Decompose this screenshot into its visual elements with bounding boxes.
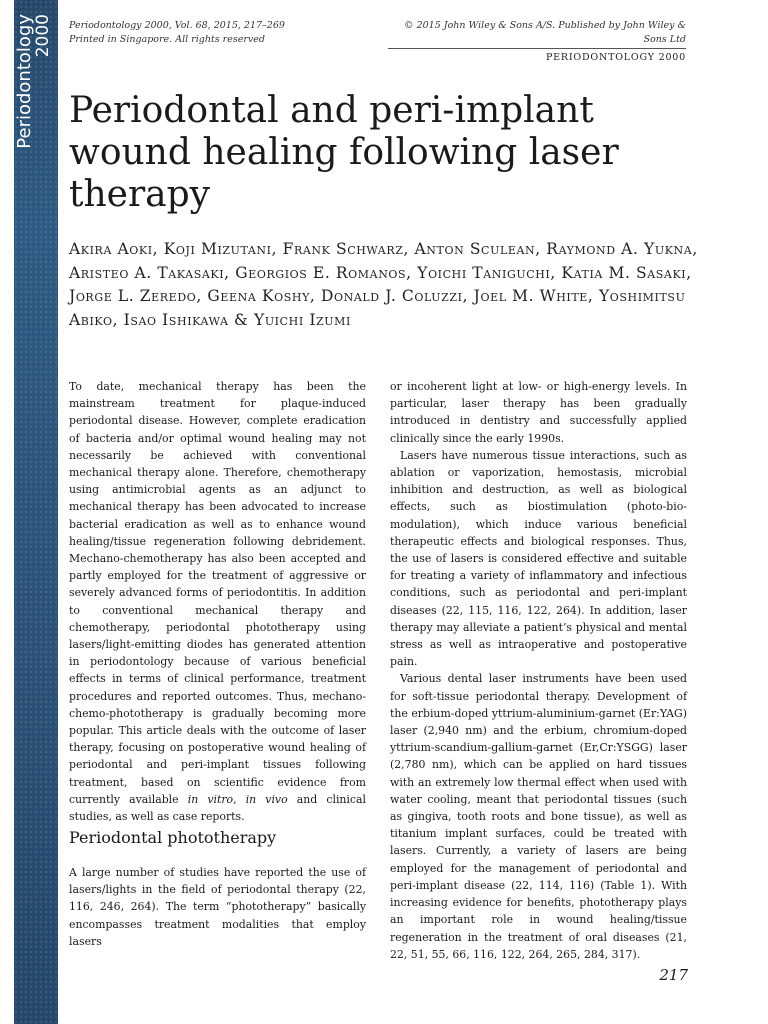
journal-vertical-volume: 2000 <box>33 14 53 58</box>
header-rule <box>388 48 686 49</box>
intro-paragraph <box>69 378 366 825</box>
intro-italic-in-vivo: in vivo <box>245 792 288 806</box>
intro-italic-in-vitro: in vitro <box>187 792 234 806</box>
right-paragraph-2: Lasers have numerous tissue interactions, such as ablation or vaporization, hemostasis, microbial inhibition and destruction, as well as biological effects, such as biostimulation (photo-bio-modulation), which induce various beneficial therapeutic effects and biological responses. Thus, the use of lasers is considered effective and suitable for treating a variety of inflammatory and infectious conditions, such as periodontal and peri-implant diseases (22, 115, 116, 122, 264). In addition, laser therapy may alleviate a patient’s physical and mental stress as well as intraoperative and postoperative pain. <box>390 448 687 669</box>
header-copyright: © 2015 John Wiley & Sons A/S. Published by John Wiley & Sons Ltd <box>404 20 686 45</box>
header-printed: Printed in Singapore. All rights reserved <box>69 34 265 45</box>
page-number: 217 <box>659 966 688 984</box>
section-paragraph-1: A large number of studies have reported the use of lasers/lights in the field of periodontal therapy (22, 116, 246, 264). The term “phototherapy” basically encompasses treatment modalities that employ lasers <box>69 866 366 948</box>
header-journal-name: PERIODONTOLOGY 2000 <box>545 52 686 63</box>
right-column <box>390 378 687 963</box>
journal-vertical-title <box>16 14 56 184</box>
section-heading-periodontal-phototherapy: Periodontal phototherapy <box>69 828 277 847</box>
intro-separator: , <box>233 792 246 806</box>
article-authors: Akira Aoki, Koji Mizutani, Frank Schwarz, Anton Sculean, Raymond A. Yukna, Aristeo A. Takasaki, Georgios E. Romanos, Yoichi Taniguchi, Katia M. Sasaki, Jorge L. Zeredo, Geena Koshy, Donald J. Coluzzi, Joel M. White, Yoshimitsu Abiko, Isao Ishikawa & Yuichi Izumi <box>69 240 698 329</box>
intro-text-b: and clinical studies, as well as case reports. <box>69 792 366 824</box>
journal-vertical-name: Periodontology <box>14 14 35 149</box>
header-right <box>388 19 686 65</box>
article-title: Periodontal and peri-implant wound healing following laser therapy <box>69 90 619 215</box>
header-citation: Periodontology 2000, Vol. 68, 2015, 217–269 <box>69 20 285 31</box>
header-left <box>69 19 369 47</box>
right-paragraph-3: Various dental laser instruments have been used for soft-tissue periodontal therapy. Development of the erbium-doped yttrium-aluminium-garnet (Er:YAG) laser (2,940 nm) and the erbium, chromium-doped yttrium-scandium-gallium-garnet (Er,Cr:YSGG) laser (2,780 nm), which can be applied on hard tissues with an extremely low thermal effect when used with water cooling, meant that periodontal tissues (such as gingiva, tooth roots and bone tissue), as well as titanium implant surfaces, could be treated with lasers. Currently, a variety of lasers are being employed for the management of periodontal and peri-implant disease (22, 114, 116) (Table 1). With increasing evidence for benefits, phototherapy plays an important role in wound healing/tissue regeneration in the treatment of oral diseases (21, 22, 51, 55, 66, 116, 122, 264, 265, 284, 317). <box>390 672 687 961</box>
right-paragraph-1: or incoherent light at low- or high-energy levels. In particular, laser therapy has been gradually introduced in dentistry and successfully applied clinically since the early 1990s. <box>390 380 687 445</box>
intro-text-a: To date, mechanical therapy has been the mainstream treatment for plaque-induced periodontal disease. However, complete eradication of bacteria and/or optimal wound healing may not necessarily be achieved with conventional mechanical therapy alone. Therefore, chemotherapy using antimicrobial agents as an adjunct to mechanical therapy has been advocated to increase bacterial eradication as well as to enhance wound healing/tissue regeneration following debridement. Mechano-chemotherapy has also been accepted and partly employed for the treatment of aggressive or severely advanced forms of periodontitis. In addition to conventional mechanical therapy and chemotherapy, periodontal phototherapy using lasers/light-emitting diodes has generated attention in periodontology because of various beneficial effects in terms of clinical performance, treatment procedures and reported outcomes. Thus, mechano-chemo-phototherapy is gradually becoming more popular. This article deals with the outcome of laser therapy, focusing on postoperative wound healing of periodontal and peri-implant tissues following treatment, based on scientific evidence from currently available <box>69 380 366 806</box>
left-column <box>69 378 366 825</box>
left-column-section <box>69 864 366 950</box>
